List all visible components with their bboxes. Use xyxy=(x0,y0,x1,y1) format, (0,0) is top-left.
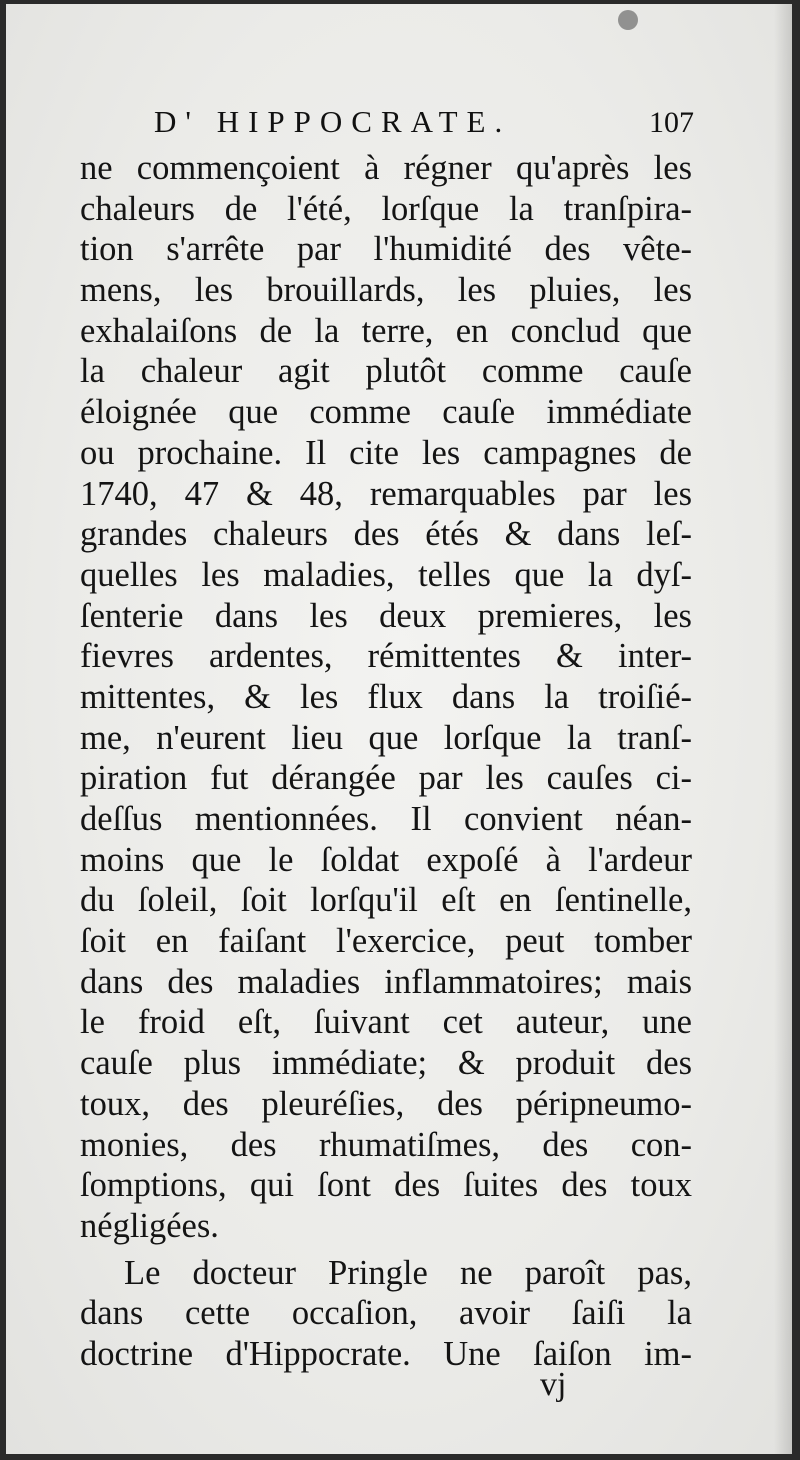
running-head xyxy=(154,104,694,140)
text-line: 1740, 47 & 48, remarquables par les xyxy=(80,474,692,513)
signature-mark: vj xyxy=(540,1366,567,1403)
text-line: exhalaiſons de la terre, en conclud que xyxy=(80,311,692,350)
text-line: négligées. xyxy=(80,1206,219,1245)
text-line: mittentes, & les flux dans la troiſié- xyxy=(80,677,692,716)
text-line: éloignée que comme cauſe immédiate xyxy=(80,393,692,432)
text-line: Le docteur Pringle ne paroît pas, xyxy=(124,1253,692,1292)
text-block xyxy=(80,148,692,1375)
paragraph xyxy=(80,1253,692,1375)
text-line: dans cette occaſion, avoir ſaiſi la xyxy=(80,1294,692,1333)
text-line: ne commençoient à régner qu'après les xyxy=(80,149,692,187)
running-head-title: D' HIPPOCRATE. xyxy=(154,104,512,139)
text-line: le froid eſt, ſuivant cet auteur, une xyxy=(80,1003,692,1042)
text-line: ou prochaine. Il cite les campagnes de xyxy=(80,433,692,472)
text-line: la chaleur agit plutôt comme cauſe xyxy=(80,352,692,391)
text-line: deſſus mentionnées. Il convient néan- xyxy=(80,800,692,838)
book-page xyxy=(6,4,792,1454)
text-line: fievres ardentes, rémittentes & inter- xyxy=(80,637,692,676)
text-line: piration fut dérangée par les cauſes ci- xyxy=(80,759,692,798)
text-line: ſenterie dans les deux premieres, les xyxy=(80,596,692,635)
text-line: monies, des rhumatiſmes, des con- xyxy=(80,1125,692,1164)
paragraph xyxy=(80,148,692,1247)
text-line: doctrine d'Hippocrate. Une ſaiſon im- xyxy=(80,1334,692,1373)
text-line: chaleurs de l'été, lorſque la tranſpira- xyxy=(80,189,692,228)
text-line: dans des maladies inflammatoires; mais xyxy=(80,962,692,1001)
text-line: ſomptions, qui ſont des ſuites des toux xyxy=(80,1166,692,1205)
text-line: ſoit en faiſant l'exercice, peut tomber xyxy=(80,922,692,961)
page-edge-shadow xyxy=(774,4,792,1454)
text-line: moins que le ſoldat expoſé à l'ardeur xyxy=(80,840,692,879)
text-line: mens, les brouillards, les pluies, les xyxy=(80,271,692,310)
ink-speck xyxy=(618,10,638,30)
text-line: du ſoleil, ſoit lorſqu'il eſt en ſentinelle, xyxy=(80,881,692,920)
text-line: me, n'eurent lieu que lorſque la tranſ- xyxy=(80,718,692,757)
text-line: cauſe plus immédiate; & produit des xyxy=(80,1044,692,1083)
text-line: quelles les maladies, telles que la dyſ- xyxy=(80,555,692,594)
text-line: grandes chaleurs des étés & dans leſ- xyxy=(80,515,692,554)
text-line: toux, des pleuréſies, des péripneumo- xyxy=(80,1084,692,1123)
page-number: 107 xyxy=(649,106,694,139)
text-line: tion s'arrête par l'humidité des vête- xyxy=(80,230,692,269)
